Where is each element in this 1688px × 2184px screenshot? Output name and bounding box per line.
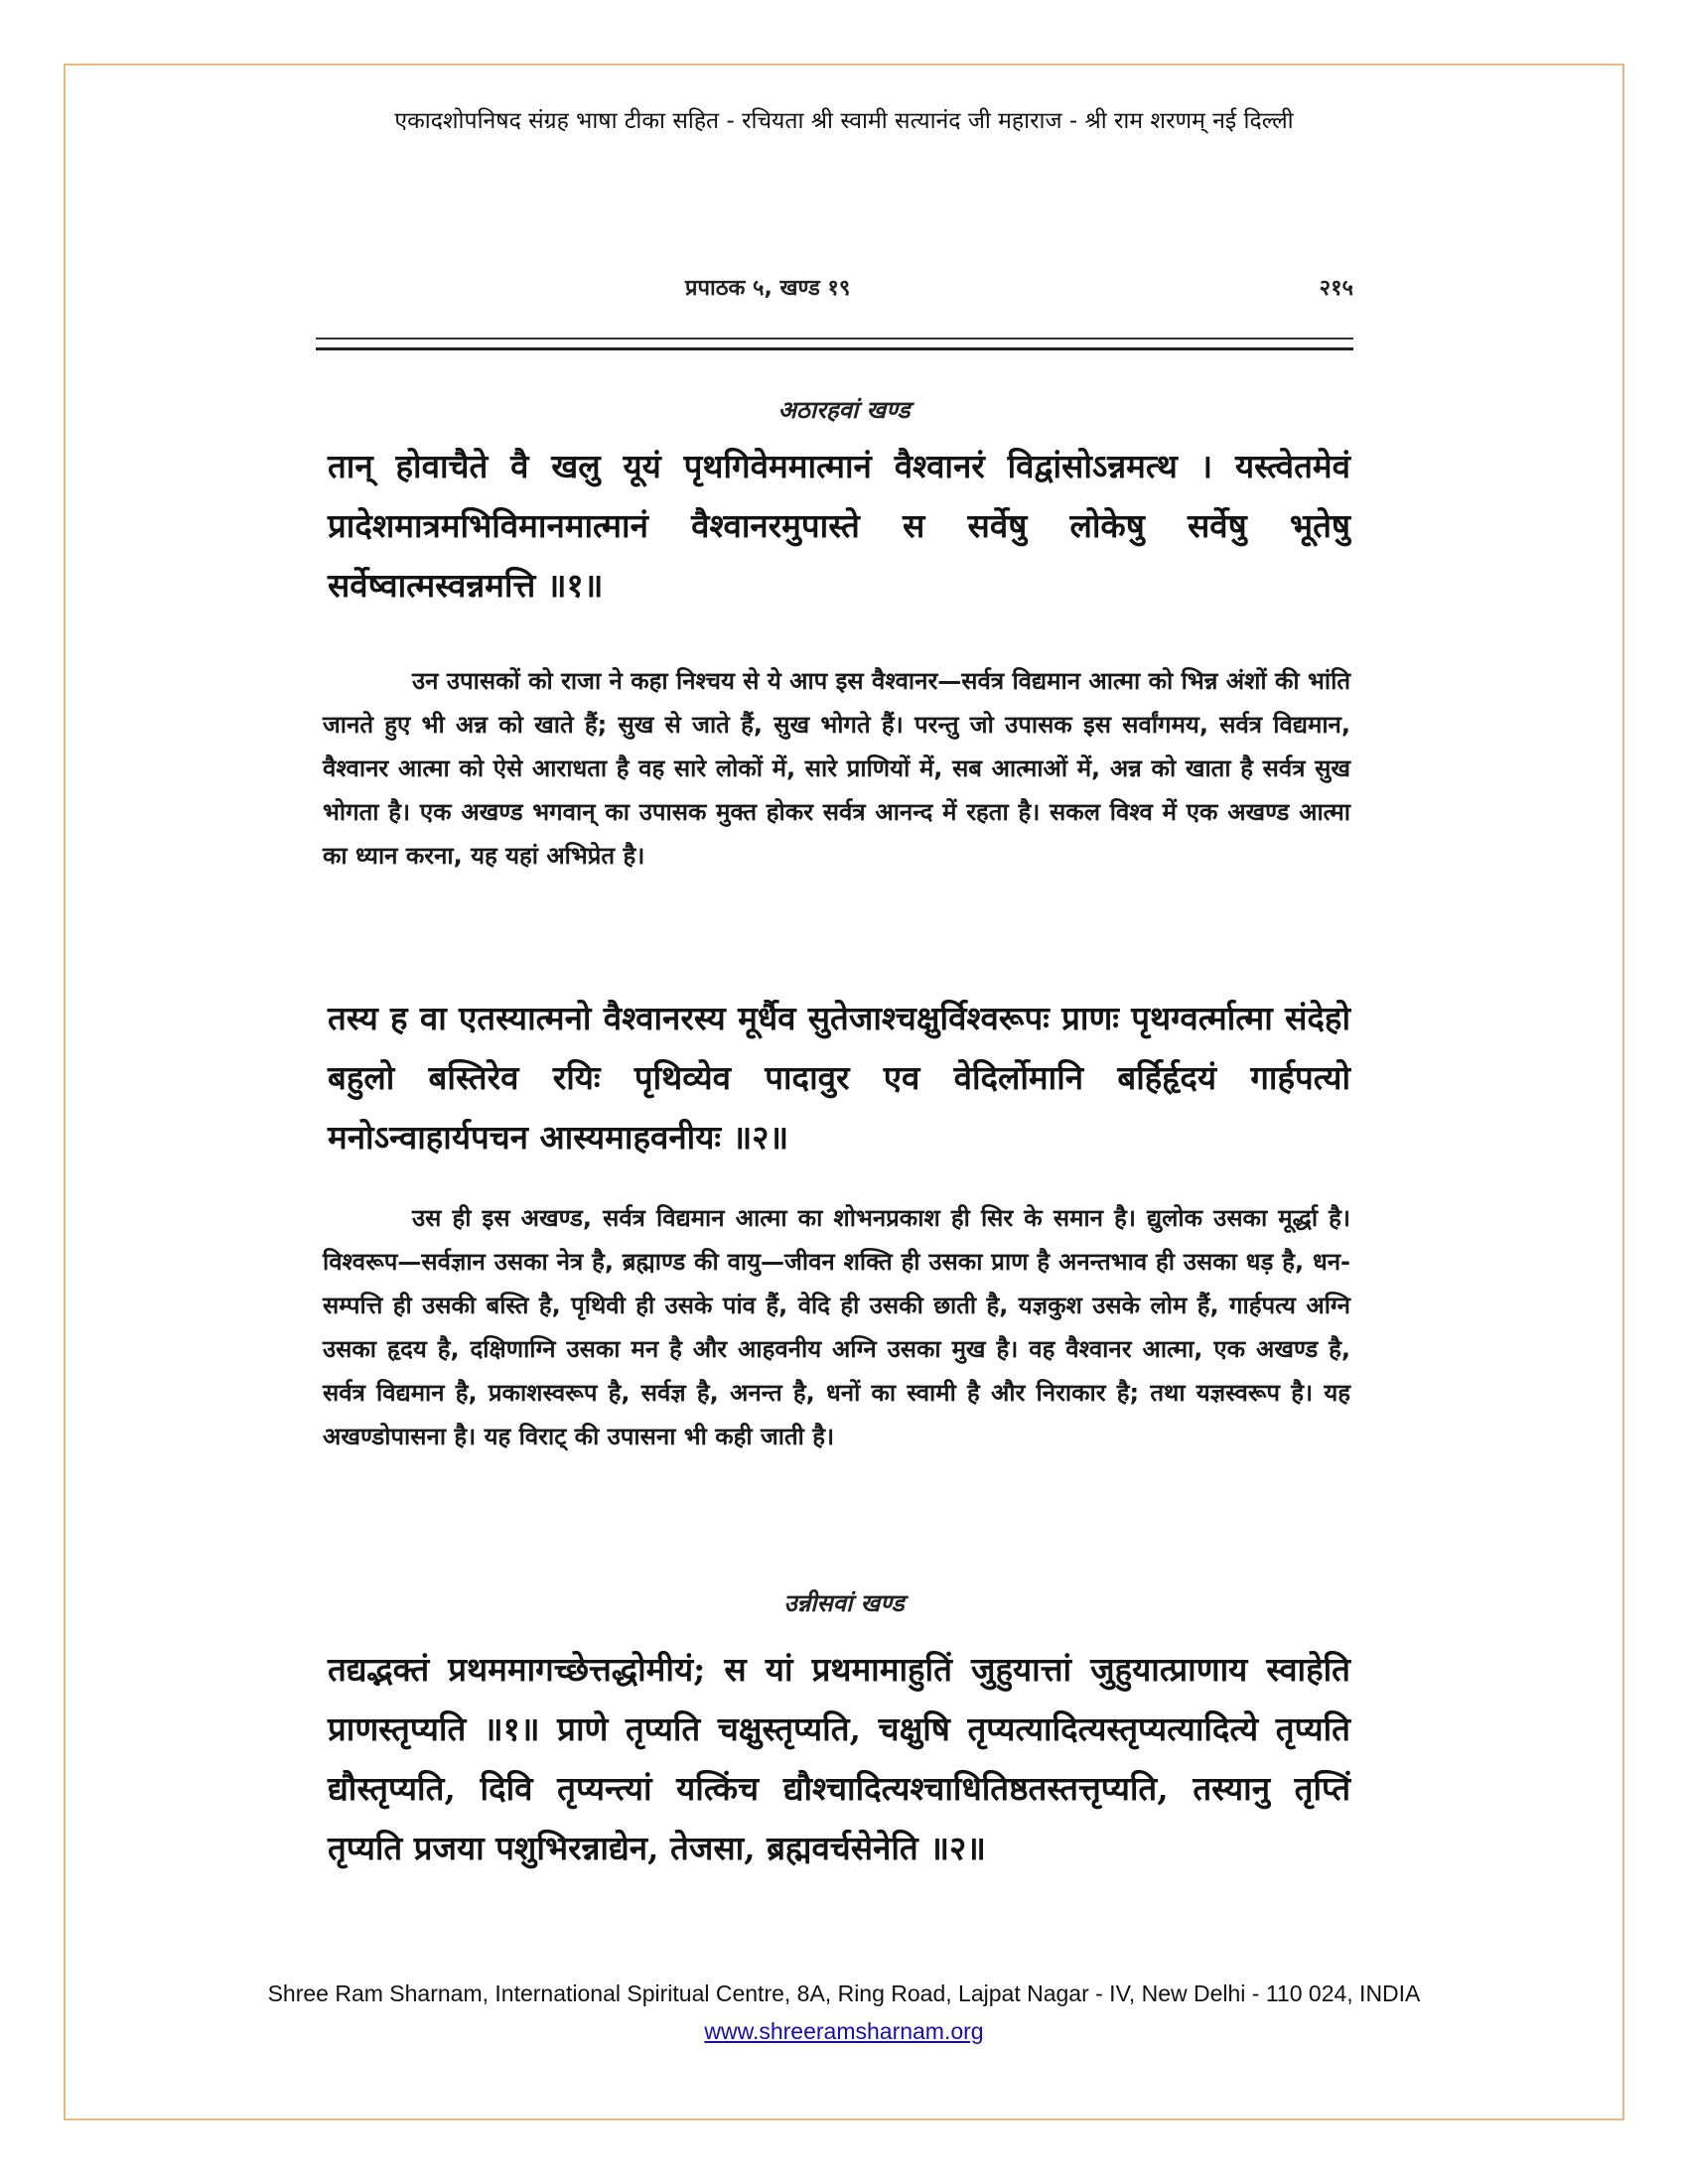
footer-address: Shree Ram Sharnam, International Spiritual Centre, 8A, Ring Road, Lajpat Nagar - IV, New Delhi - 110 024, INDIA xyxy=(267,1980,1421,2006)
commentary-paragraph-18-2: उस ही इस अखण्ड, सर्वत्र विद्यमान आत्मा का शोभनप्रकाश ही सिर के समान है। द्युलोक उसका मूर्द्धा है। विश्वरूप—सर्वज्ञान उसका नेत्र है, ब्रह्माण्ड की वायु—जीवन शक्ति ही उसका प्राण है अनन्तभाव ही उसका धड़ है, धन-सम्पत्ति ही उसकी बस्ति है, पृथिवी ही उसके पांव हैं, वेदि ही उसकी छाती है, यज्ञकुश उसके लोम हैं, गार्हपत्य अग्नि उसका हृदय है, दक्षिणाग्नि उसका मन है और आहवनीय अग्नि उसका मुख है। वह वैश्वानर आत्मा, एक अखण्ड है, सर्वत्र विद्यमान है, प्रकाशस्वरूप है, सर्वज्ञ है, अनन्त है, धनों का स्वामी है और निराकार है; तथा यज्ञस्वरूप है। यह अखण्डोपासना है। यह विराट् की उपासना भी कही जाती है। xyxy=(323,1204,1350,1450)
website-link[interactable]: www.shreeramsharnam.org xyxy=(704,2018,984,2044)
sanskrit-verse-19: तद्यद्भक्तं प्रथममागच्छेत्तद्धोमीयं; स यां प्रथमामाहुतिं जुहुयात्तां जुहुयात्प्राणाय स्वाहेति प्राणस्तृप्यति ॥१॥ प्राणे तृप्यति चक्षुस्तृप्यति, चक्षुषि तृप्यत्यादित्यस्तृप्यत्यादित्ये तृप्यति द्यौस्तृप्यति, दिवि तृप्यन्त्यां यत्किंच द्यौश्चादित्यश्चाधितिष्ठतस्तत्तृप्यति, तस्यानु तृप्तिं तृप्यति प्रजया पशुभिरन्नाद्येन, तेजसा, ब्रह्मवर्चसेनेति ॥२॥ xyxy=(328,1650,1350,1867)
header-divider-thin xyxy=(316,338,1353,340)
header-divider-thick xyxy=(316,347,1353,350)
section-heading-18: अठारहवां खण्ड xyxy=(777,395,911,424)
commentary-paragraph-18-1: उन उपासकों को राजा ने कहा निश्चय से ये आप इस वैश्वानर—सर्वत्र विद्यमान आत्मा को भिन्न अंशों की भांति जानते हुए भी अन्न को खाते हैं; सुख से जाते हैं, सुख भोगते हैं। परन्तु जो उपासक इस सर्वांगमय, सर्वत्र विद्यमान, वैश्वानर आत्मा को ऐसे आराधता है वह सारे लोकों में, सारे प्राणियों में, सब आत्माओं में, अन्न को खाता है सर्वत्र सुख भोगता है। एक अखण्ड भगवान् का उपासक मुक्त होकर सर्वत्र आनन्द में रहता है। सकल विश्व में एक अखण्ड आत्मा का ध्यान करना, यह यहां अभिप्रेत है। xyxy=(323,667,1350,870)
running-head xyxy=(316,270,1353,304)
footer-website xyxy=(64,2018,1624,2045)
sanskrit-verse-18-1: तान् होवाचैते वै खलु यूयं पृथगिवेममात्मानं वैश्वानरं विद्वांसोऽन्नमत्थ । यस्त्वेतमेवं प्रादेशमात्रमभिविमानमात्मानं वैश्वानरमुपास्ते स सर्वेषु लोकेषु सर्वेषु भूतेषु सर्वेष्वात्मस्वन्नमत्ति ॥१॥ xyxy=(328,447,1350,605)
page-number: २१५ xyxy=(1319,276,1353,301)
sanskrit-verse-18-2: तस्य ह वा एतस्यात्मनो वैश्वानरस्य मूर्धैव सुतेजाश्चक्षुर्विश्वरूपः प्राणः पृथग्वर्त्मात्मा संदेहो बहुलो बस्तिरेव रयिः पृथिव्येव पादावुर एव वेदिर्लोमानि बर्हिर्हृदयं गार्हपत्यो मनोऽन्वाहार्यपचन आस्यमाहवनीयः ॥२॥ xyxy=(328,999,1350,1157)
page-header-title: एकादशोपनिषद संग्रह भाषा टीका सहित - रचियता श्री स्वामी सत्यानंद जी महाराज - श्री राम शरणम् नई दिल्ली xyxy=(394,108,1294,134)
section-heading-19: उन्नीसवां खण्ड xyxy=(783,1588,905,1617)
chapter-label: प्रपाठक ५, खण्ड १९ xyxy=(685,276,851,301)
